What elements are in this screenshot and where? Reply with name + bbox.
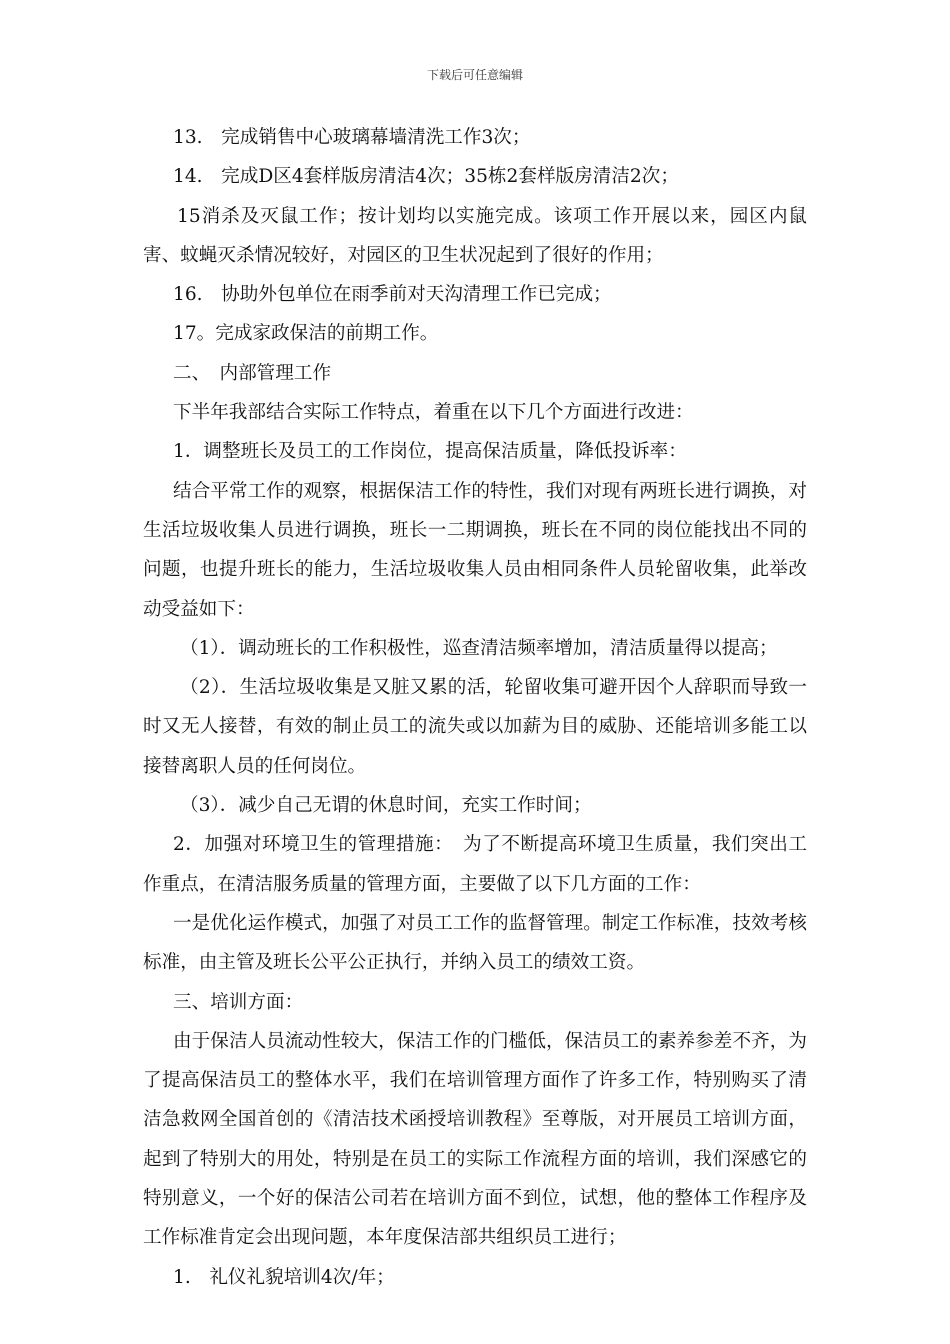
paragraph-intro: 下半年我部结合实际工作特点，着重在以下几个方面进行改进： [173, 402, 694, 424]
paragraph-benefit-2: （2）．生活垃圾收集是又脏又累的活，轮留收集可避开因个人辞职而导致一时又无人接替，有效的制止员工的流失或以加薪为目的威胁、还能培训多能工以接替离职人员的任何岗位。 [143, 677, 807, 777]
paragraph-observation: 结合平常工作的观察，根据保洁工作的特性，我们对现有两班长进行调换，对生活垃圾收集人员进行调换，班长一二期调换，班长在不同的岗位能找出不同的问题，也提升班长的能力，生活垃圾收集人员由相同条件人员轮留收集，此举改动受益如下： [143, 480, 807, 620]
paragraph-item-17: 17。完成家政保洁的前期工作。 [173, 323, 439, 345]
subheading-adjust-positions: 1．调整班长及员工的工作岗位，提高保洁质量，降低投诉率： [173, 441, 687, 463]
subheading-environment-measures: 2．加强对环境卫生的管理措施： 为了不断提高环境卫生质量，我们突出工作重点，在清洁服务质量的管理方面，主要做了以下几方面的工作： [143, 834, 807, 895]
document-body [143, 118, 807, 1297]
section-heading-internal-management: 二、 内部管理工作 [173, 362, 332, 384]
paragraph-benefit-1: （1）．调动班长的工作积极性，巡查清洁频率增加，清洁质量得以提高； [180, 637, 778, 659]
paragraph-item-16: 16. 协助外包单位在雨季前对天沟清理工作已完成； [173, 284, 612, 306]
paragraph-item-13: 13. 完成销售中心玻璃幕墙清洗工作3次； [173, 127, 531, 148]
paragraph-item-14: 14. 完成D区4套样版房清洁4次；35栋2套样版房清洁2次； [173, 166, 679, 188]
paragraph-optimize-mode: 一是优化运作模式，加强了对员工工作的监督管理。制定工作标准，技效考核标准，由主管及班长公平公正执行，并纳入员工的绩效工资。 [143, 912, 807, 974]
section-heading-training: 三、培训方面： [173, 991, 304, 1013]
paragraph-etiquette-training: 1. 礼仪礼貌培训4次/年； [173, 1266, 395, 1288]
page-header: 下载后可任意编辑 [426, 68, 523, 82]
paragraph-training-detail: 由于保洁人员流动性较大，保洁工作的门槛低，保洁员工的素养参差不齐，为了提高保洁员工的整体水平，我们在培训管理方面作了许多工作，特别购买了清洁急救网全国首创的《清洁技术函授培训教程》至尊版，对开展员工培训方面，起到了特别大的用处，特别是在员工的实际工作流程方面的培训，我们深感它的特别意义，一个好的保洁公司若在培训方面不到位，试想，他的整体工作程序及工作标准肯定会出现问题，本年度保洁部共组织员工进行； [143, 1030, 807, 1249]
paragraph-item-15: 15消杀及灭鼠工作；按计划均以实施完成。该项工作开展以来，园区内鼠害、蚊蝇灭杀情况较好，对园区的卫生状况起到了很好的作用； [143, 205, 807, 266]
paragraph-benefit-3: （3）．减少自己无谓的休息时间，充实工作时间； [180, 795, 592, 817]
